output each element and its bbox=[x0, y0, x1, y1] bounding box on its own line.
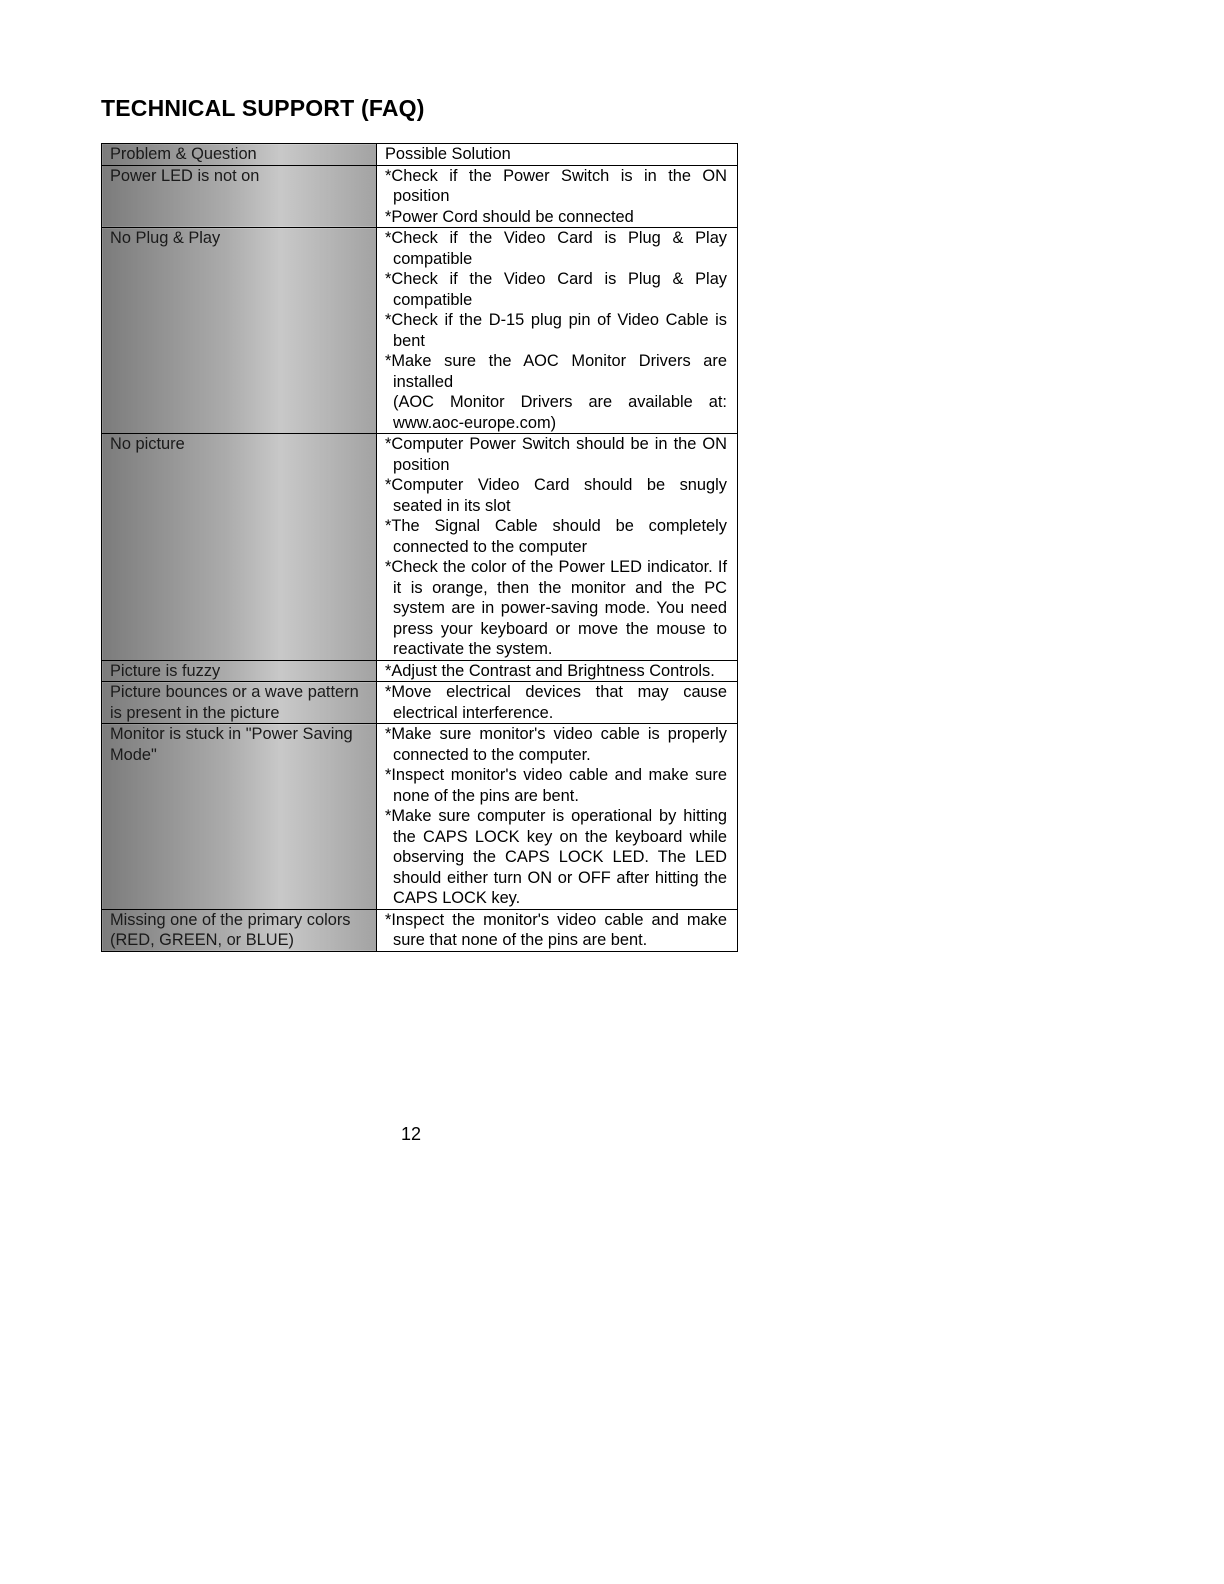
solution-item: *Check the color of the Power LED indicator. If it is orange, then the monitor and the PC system are in power-saving mode. You need press your keyboard or move the mouse to reactivate the system. bbox=[385, 558, 727, 658]
solution-cell bbox=[377, 434, 738, 661]
solution-item: *Make sure the AOC Monitor Drivers are installed bbox=[385, 352, 727, 391]
page-number: 12 bbox=[401, 1124, 422, 1144]
table-row bbox=[102, 434, 738, 661]
problem-cell: No picture bbox=[102, 434, 377, 661]
problem-cell: Picture bounces or a wave pattern is present in the picture bbox=[102, 682, 377, 724]
table-row bbox=[102, 724, 738, 910]
header-problem: Problem & Question bbox=[102, 144, 377, 166]
problem-cell: Missing one of the primary colors (RED, GREEN, or BLUE) bbox=[102, 909, 377, 951]
solution-cell bbox=[377, 228, 738, 434]
solution-item: *Move electrical devices that may cause electrical interference. bbox=[385, 683, 727, 722]
table-row bbox=[102, 660, 738, 682]
solution-cell bbox=[377, 660, 738, 682]
solution-cell bbox=[377, 909, 738, 951]
solution-cell bbox=[377, 724, 738, 910]
solution-item: *Inspect the monitor's video cable and make sure that none of the pins are bent. bbox=[385, 910, 727, 949]
problem-cell: Power LED is not on bbox=[102, 165, 377, 228]
solution-item: *Make sure monitor's video cable is properly connected to the computer. bbox=[385, 725, 727, 764]
solution-item: *Check if the Video Card is Plug & Play compatible bbox=[385, 270, 727, 309]
table-row bbox=[102, 909, 738, 951]
solution-item: *Adjust the Contrast and Brightness Controls. bbox=[385, 661, 715, 680]
solution-item: *Check if the Video Card is Plug & Play compatible bbox=[385, 229, 727, 268]
solution-item: *The Signal Cable should be completely connected to the computer bbox=[385, 517, 727, 556]
solution-item: *Check if the Power Switch is in the ON position bbox=[385, 166, 727, 205]
solution-cell bbox=[377, 682, 738, 724]
page-title: TECHNICAL SUPPORT (FAQ) bbox=[101, 95, 425, 121]
table-header-row bbox=[102, 144, 738, 166]
table-row bbox=[102, 228, 738, 434]
solution-item: *Computer Power Switch should be in the ON position bbox=[385, 435, 727, 474]
solution-item: *Check if the D-15 plug pin of Video Cable is bent bbox=[385, 311, 727, 350]
solution-item: *Computer Video Card should be snugly seated in its slot bbox=[385, 476, 727, 515]
solution-note: (AOC Monitor Drivers are available at: www.aoc-europe.com) bbox=[393, 393, 727, 432]
solution-item: *Inspect monitor's video cable and make sure none of the pins are bent. bbox=[385, 766, 727, 805]
problem-cell: Picture is fuzzy bbox=[102, 660, 377, 682]
header-solution: Possible Solution bbox=[377, 144, 738, 166]
problem-cell: Monitor is stuck in "Power Saving Mode" bbox=[102, 724, 377, 910]
faq-table bbox=[101, 143, 738, 952]
solution-item: *Make sure computer is operational by hitting the CAPS LOCK key on the keyboard while observing the CAPS LOCK LED. The LED should either turn ON or OFF after hitting the CAPS LOCK key. bbox=[385, 807, 727, 907]
table-row bbox=[102, 682, 738, 724]
solution-item: *Power Cord should be connected bbox=[385, 207, 634, 226]
solution-cell bbox=[377, 165, 738, 228]
problem-cell: No Plug & Play bbox=[102, 228, 377, 434]
table-row bbox=[102, 165, 738, 228]
